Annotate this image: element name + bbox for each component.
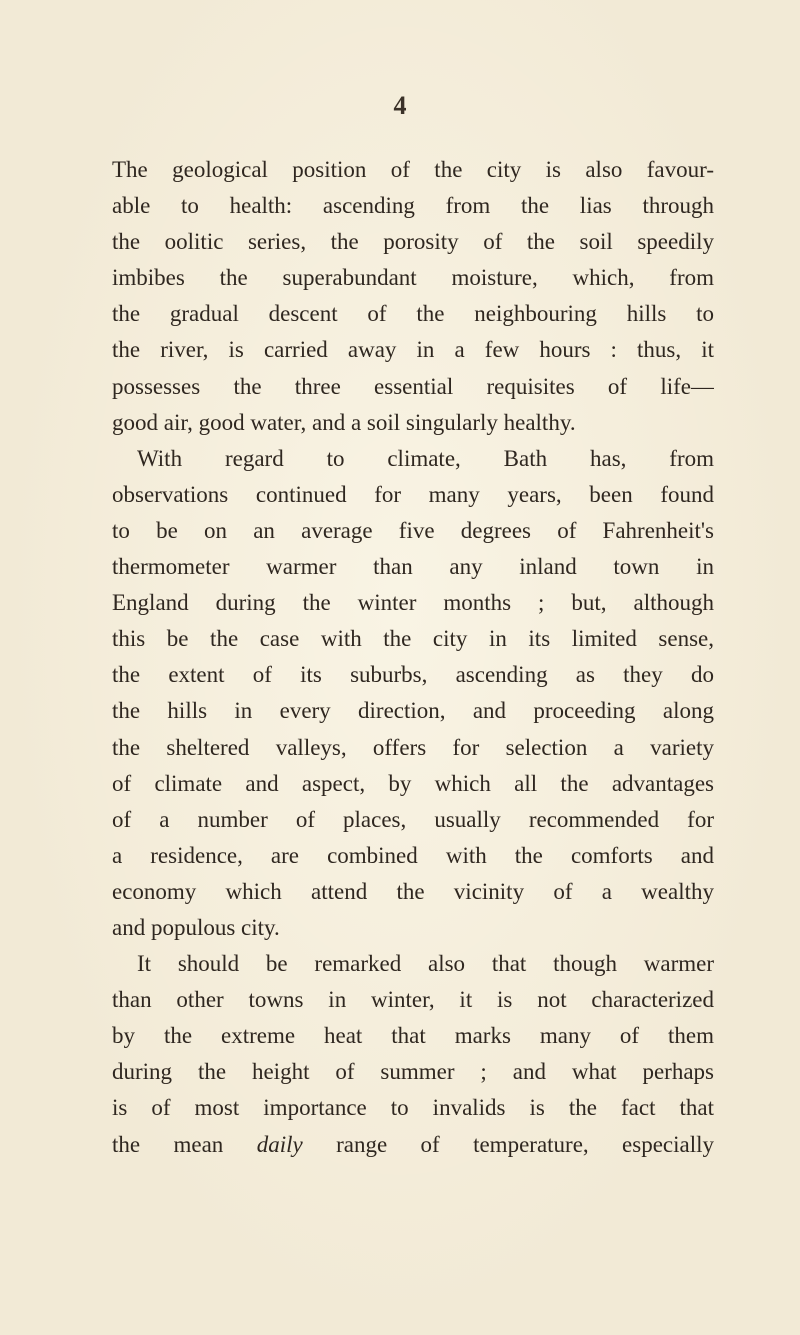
text-line: than other towns in winter, it is not characterized: [112, 987, 714, 1013]
text-line: to be on an average five degrees of Fahrenheit's: [112, 517, 714, 543]
text-line: is of most importance to invalids is the fact that: [112, 1095, 714, 1121]
text-line: a residence, are combined with the comforts and: [112, 842, 714, 868]
text-line: of climate and aspect, by which all the advantages: [112, 770, 714, 796]
text-line: [112, 1127, 714, 1163]
text-line: the hills in every direction, and proceeding along: [112, 698, 714, 724]
text-line: observations continued for many years, been found: [112, 481, 714, 507]
text-line: by the extreme heat that marks many of them: [112, 1023, 714, 1049]
text-fragment: range of temperature, especially: [302, 1131, 714, 1157]
text-line: imbibes the superabundant moisture, which, from: [112, 265, 714, 291]
page-number: 4: [393, 91, 407, 120]
text-line: and populous city.: [112, 914, 280, 940]
text-line: this be the case with the city in its limited sense,: [112, 626, 714, 652]
text-line: during the height of summer ; and what perhaps: [112, 1059, 714, 1085]
text-line: With regard to climate, Bath has, from: [137, 445, 714, 471]
text-line: good air, good water, and a soil singularly healthy.: [112, 409, 576, 435]
text-line: It should be remarked also that though warmer: [137, 951, 714, 977]
text-line: the sheltered valleys, offers for selection a variety: [112, 734, 714, 760]
text-line: able to health: ascending from the lias through: [112, 193, 714, 219]
text-line: the oolitic series, the porosity of the soil speedily: [112, 229, 714, 255]
text-line: the gradual descent of the neighbouring hills to: [112, 301, 714, 327]
body-text: [112, 152, 714, 1163]
text-line: the extent of its suburbs, ascending as they do: [112, 662, 714, 688]
text-fragment: the mean: [112, 1131, 257, 1157]
text-line: England during the winter months ; but, although: [112, 590, 714, 616]
text-line: thermometer warmer than any inland town in: [112, 554, 714, 580]
text-line: the river, is carried away in a few hours : thus, it: [112, 337, 714, 363]
text-line: The geological position of the city is also favour-: [112, 157, 714, 182]
text-line: economy which attend the vicinity of a wealthy: [112, 878, 714, 904]
italic-word: daily: [256, 1131, 303, 1157]
text-line: possesses the three essential requisites of life—: [112, 373, 714, 399]
text-line: of a number of places, usually recommended for: [112, 806, 714, 832]
